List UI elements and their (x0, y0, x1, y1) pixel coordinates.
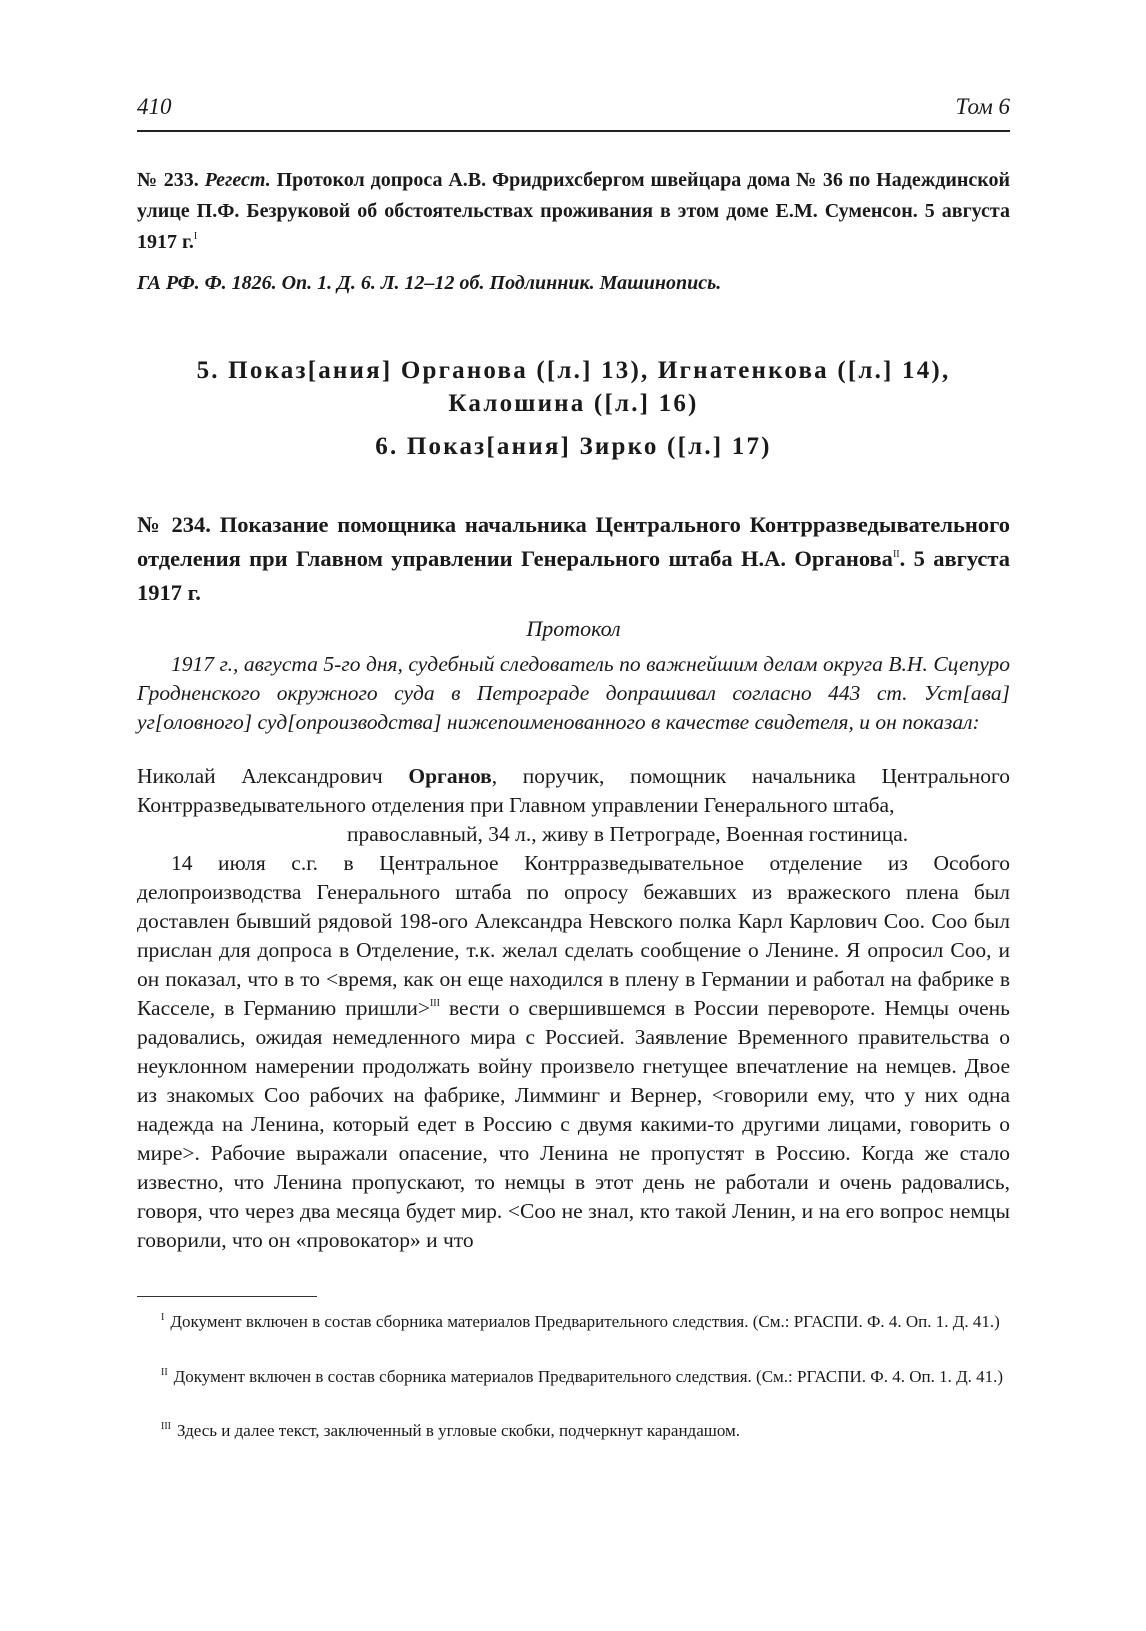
witness-surname: Органов (408, 764, 492, 788)
regest-text: Протокол допроса А.В. Фридрихсбергом швейцара дома № 36 по Надеждинской улице П.Ф. Безруковой об обстоятельствах проживания в этом доме Е.М. Суменсон. 5 августа 1917 г. (137, 169, 1011, 253)
testimony-text-part1: 14 июля с.г. в Центральное Контрразведывательное отделение из Особого делопроизводства Генерального штаба по опросу бежавших из вражеского плена был доставлен бывший рядовой 198-ого Александра Невского полка Карл Карлович Соо. Соо был прислан для допроса в Отделение, т.к. желал сделать сообщение о Ленине. Я опросил Соо, и он показал, что в то <время, как он еще находился в плену в Германии и работал на фабрике в Касселе, в Германию пришли> (137, 851, 1010, 1020)
footnote (137, 1360, 1010, 1390)
footnote-text: Документ включен в состав сборника материалов Предварительного следствия. (См.: РГАСПИ. Ф. 4. Оп. 1. Д. 41.) (173, 1367, 1004, 1386)
section-heading-5-line1: 5. Показ[ания] Органова ([л.] 13), Игнатенкова ([л.] 14), (196, 357, 951, 384)
archive-reference: ГА РФ. Ф. 1826. Оп. 1. Д. 6. Л. 12–12 об. Подлинник. Машинопись. (137, 272, 722, 294)
regest-label: Регест. (204, 169, 271, 191)
testimony-paragraph (137, 849, 1010, 1255)
regest-entry (137, 165, 1010, 258)
document-title-text: № 234. Показание помощника начальника Центрального Контрразведывательного отделения при Главном управлении Генерального штаба Н.А. Органова (137, 512, 1010, 571)
footnote-ref: II (892, 549, 900, 560)
footnote-mark: III (161, 1421, 171, 1432)
footnote-mark: I (161, 1312, 165, 1323)
footnote (137, 1305, 1010, 1335)
footnote-ref: III (429, 998, 440, 1009)
header-rule (137, 130, 1010, 132)
witness-paragraph (137, 762, 1010, 820)
section-heading-5 (137, 354, 1010, 420)
document-title-date: . 5 августа 1917 г. (137, 546, 1010, 605)
footnote-ref: I (193, 231, 198, 242)
witness-details: православный, 34 л., живу в Петрограде, Военная гостиница. (347, 822, 909, 846)
regest-number: № 233. (137, 169, 199, 191)
witness-description: , поручик, помощник начальника Центрального Контрразведывательного отделения при Главном управлении Генерального штаба, (137, 764, 1010, 817)
testimony-text-part2: вести о свершившемся в России перевороте. Немцы очень радовались, ожидая немедленного мира с Россией. Заявление Временного правительства о неуклонном намерении продолжать войну произвело гнетущее впечатление на немцев. Двое из знакомых Соо рабочих на фабрике, Лимминг и Вернер, <говорили ему, что у них одна надежда на Ленина, который едет в Россию с двумя какими-то другими лицами, говорить о мире>. Рабочие выражали опасение, что Ленина не пропустят в Россию. Когда же стало известно, что Ленина пропускают, то немцы в этот день не работали и очень радовались, говоря, что через два месяца будет мир. <Соо не знал, кто такой Ленин, и на его вопрос немцы говорили, что он «провокатор» и что (137, 996, 1010, 1252)
witness-first-names: Николай Александрович (137, 764, 383, 788)
section-heading-5-line2: Калошина ([л.] 16) (448, 390, 699, 417)
footnote-mark: II (161, 1367, 168, 1378)
protocol-intro (137, 650, 1010, 737)
protocol-intro-text: 1917 г., августа 5-го дня, судебный следователь по важнейшим делам округа В.Н. Сцепуро Гродненского окружного суда в Петрограде допрашивал согласно 443 ст. Уст[ава] уг[оловного] суд[опроизводства] нижепоименованного в качестве свидетеля, и он показал: (137, 652, 1010, 734)
footnote-text: Здесь и далее текст, заключенный в угловые скобки, подчеркнут карандашом. (177, 1421, 741, 1440)
volume-label: Том 6 (955, 94, 1010, 119)
document-title (137, 508, 1010, 610)
footnote-separator (137, 1296, 317, 1297)
section-heading-6: 6. Показ[ания] Зирко ([л.] 17) (375, 433, 772, 460)
footnote-text: Документ включен в состав сборника материалов Предварительного следствия. (См.: РГАСПИ. Ф. 4. Оп. 1. Д. 41.) (170, 1312, 1000, 1331)
running-header (137, 94, 1010, 130)
page-number: 410 (137, 94, 172, 119)
protocol-heading: Протокол (526, 616, 621, 641)
footnote (137, 1414, 1010, 1444)
